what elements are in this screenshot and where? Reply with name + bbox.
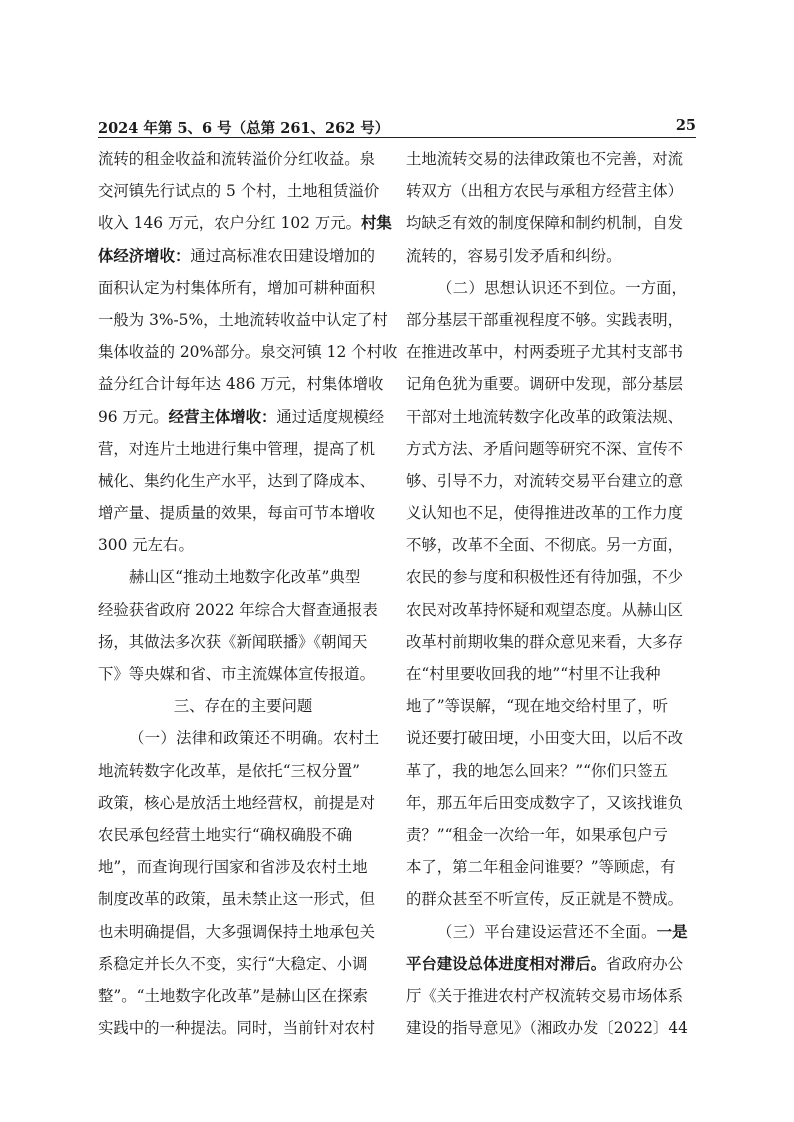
body-text: 械化、集约化生产水平，达到了降成本、: [98, 471, 376, 490]
text-line: [98, 143, 388, 175]
body-text: 改革村前期收集的群众意见来看，大多存: [406, 632, 684, 651]
body-text: 不够，改革不全面、不彻底。另一方面，: [406, 536, 684, 555]
text-line: [98, 948, 388, 980]
text-line: [98, 433, 388, 465]
text-line: [406, 336, 696, 368]
body-text: 在“村里要收回我的地”“村里不让我种: [406, 665, 661, 683]
text-line: [98, 819, 388, 851]
text-line: [406, 851, 696, 883]
text-line: [406, 529, 696, 561]
body-text: 赫山区“推动土地数字化改革”典型: [129, 568, 361, 587]
text-line: [98, 561, 388, 593]
body-text: 省政府办公: [606, 954, 684, 973]
body-text: 地流转数字化改革，是依托“三权分置”: [98, 761, 360, 780]
header-rule: [98, 137, 696, 138]
body-text: 均缺乏有效的制度保障和制约机制，自发: [406, 214, 684, 233]
text-line: [406, 401, 696, 433]
text-line: [98, 240, 388, 272]
text-line: [98, 207, 392, 239]
text-line: [406, 368, 696, 400]
body-text: 通过高标准农田建设增加的: [190, 246, 376, 265]
body-text: 年，那五年后田变成数字了，又该找谁负: [406, 793, 684, 812]
body-text: 交河镇先行试点的 5 个村，土地租赁溢价: [98, 182, 380, 201]
body-text: 地”，而查询现行国家和省涉及农村土地: [98, 858, 368, 877]
body-text: 转双方（出租方农民与承租方经营主体）: [406, 182, 684, 201]
text-line: [406, 787, 696, 819]
text-line: [98, 722, 388, 754]
running-header: [98, 117, 696, 137]
body-text: 实践中的一种提法。同时，当前针对农村: [98, 1019, 376, 1038]
body-text: 方式方法、矛盾问题等研究不深、宣传不: [406, 439, 684, 458]
body-text: 增产量、提质量的效果，每亩可节本增收: [98, 504, 376, 523]
text-line: [98, 980, 388, 1012]
text-line: [406, 948, 696, 980]
body-text: 农村土: [332, 729, 380, 748]
body-text: 收入 146 万元，农户分红 102 万元。: [98, 214, 362, 233]
bold-text: 经营主体增收：: [168, 407, 277, 426]
right-column: [406, 143, 696, 1044]
text-line: [98, 304, 388, 336]
text-line: [98, 916, 388, 948]
body-text: 建设的指导意见》（湘政办发〔2022〕44: [406, 1019, 688, 1038]
body-text: 整”。“土地数字化改革”是赫山区在探索: [98, 986, 368, 1005]
text-line: [406, 240, 696, 272]
text-line: [98, 175, 388, 207]
bold-text: 一是: [656, 922, 688, 941]
text-line: [406, 497, 696, 529]
body-text: 革了，我的地怎么回来？”“你们只签五: [406, 761, 668, 780]
body-text: 在推进改革中，村两委班子尤其村支部书: [406, 343, 684, 362]
text-line: [406, 690, 696, 722]
body-text: 一方面，: [625, 278, 687, 297]
body-text: 流转的租金收益和流转溢价分红收益。泉: [98, 150, 376, 168]
text-line: [406, 561, 696, 593]
section-heading-text: （一）法律和政策还不明确。: [129, 729, 333, 748]
text-line: [406, 594, 696, 626]
body-text: 农民的参与度和积极性还有待加强，不少: [406, 568, 684, 587]
body-text: 说还要打破田埂，小田变大田，以后不改: [406, 729, 684, 748]
body-text: 义认知也不足，使得推进改革的工作力度: [406, 504, 684, 523]
body-text: 也未明确提倡，大多强调保持土地承包关: [98, 922, 376, 941]
left-column: [98, 143, 398, 1044]
text-line: [98, 658, 388, 690]
text-line: [98, 594, 388, 626]
text-line: [406, 658, 696, 690]
body-text: 系稳定并长久不变，实行“大稳定、小调: [98, 954, 368, 973]
text-line: [98, 787, 388, 819]
body-text: 土地流转交易的法律政策也不完善，对流: [406, 150, 684, 168]
text-line: [406, 722, 696, 754]
text-line: [98, 465, 388, 497]
text-line: [98, 883, 388, 915]
body-text: 制度改革的政策，虽未禁止这一形式，但: [98, 890, 376, 909]
text-line: [406, 1012, 696, 1044]
body-text: 农民承包经营土地实行“确权确股不确: [98, 825, 353, 844]
body-text: 三、存在的主要问题: [173, 697, 313, 716]
bold-text: 村集: [361, 214, 392, 233]
text-line: [406, 465, 696, 497]
text-line: [98, 401, 388, 433]
section-heading-text: （三）平台建设运营还不全面。: [437, 922, 657, 941]
body-text: 扬，其做法多次获《新闻联播》《朝闻天: [98, 632, 368, 651]
body-text: 本了，第二年租金问谁要？”等顾虑，有: [406, 858, 676, 877]
body-text: 集体收益的 20%部分。泉交河镇 12 个村收: [98, 343, 398, 362]
text-line: [98, 497, 388, 529]
body-text: 下》等央媒和省、市主流媒体宣传报道。: [98, 665, 376, 683]
text-line: [406, 980, 696, 1012]
text-line: [98, 1012, 388, 1044]
text-line: [406, 143, 696, 175]
body-text: 一般为 3%-5%，土地流转收益中认定了村: [98, 310, 388, 329]
text-line: [98, 336, 398, 368]
body-text: 面积认定为村集体所有，增加可耕种面积: [98, 278, 376, 297]
body-text: 记角色犹为重要。调研中发现，部分基层: [406, 375, 684, 394]
text-line: [98, 626, 388, 658]
text-line: [406, 304, 696, 336]
page-number: 25: [675, 117, 696, 134]
body-text: 部分基层干部重视程度不够。实践表明，: [406, 310, 684, 329]
text-line: [406, 883, 696, 915]
text-line: [98, 755, 388, 787]
text-line: [406, 819, 696, 851]
body-text: 流转的，容易引发矛盾和纠纷。: [406, 246, 622, 265]
body-text: 营，对连片土地进行集中管理，提高了机: [98, 439, 376, 458]
text-line: [98, 272, 388, 304]
body-text: 经验获省政府 2022 年综合大督查通报表: [98, 600, 378, 619]
text-line: [406, 272, 696, 304]
section-heading-text: （二）思想认识还不到位。: [437, 278, 626, 297]
body-text: 厅《关于推进农村产权流转交易市场体系: [406, 986, 684, 1005]
text-line: [406, 175, 696, 207]
text-line: [98, 690, 388, 722]
text-line: [98, 851, 388, 883]
body-text: 益分红合计每年达 486 万元，村集体增收: [98, 375, 384, 394]
text-line: [406, 916, 696, 948]
bold-text: 平台建设总体进度相对滞后。: [406, 954, 607, 973]
body-text: 干部对土地流转数字化改革的政策法规、: [406, 407, 684, 426]
body-text: 够、引导不力，对流转交易平台建立的意: [406, 471, 684, 490]
body-text: 的群众甚至不听宣传，反正就是不赞成。: [406, 890, 684, 909]
body-text: 责？”“租金一次给一年，如果承包户亏: [406, 825, 668, 844]
text-line: [406, 207, 696, 239]
body-text: 地了”等误解，“现在地交给村里了，听: [406, 697, 668, 716]
body-text: 通过适度规模经: [276, 407, 385, 426]
body-text: 96 万元。: [98, 407, 169, 426]
journal-issue-label: 2024 年第 5、6 号（总第 261、262 号）: [98, 120, 390, 137]
text-line: [406, 626, 696, 658]
body-text: 300 元左右。: [98, 536, 194, 555]
text-line: [98, 529, 388, 561]
text-line: [406, 433, 696, 465]
bold-text: 体经济增收：: [98, 246, 191, 265]
body-text: 政策，核心是放活土地经营权，前提是对: [98, 793, 376, 812]
text-line: [98, 368, 388, 400]
body-text: 农民对改革持怀疑和观望态度。从赫山区: [406, 600, 684, 619]
text-line: [406, 755, 696, 787]
